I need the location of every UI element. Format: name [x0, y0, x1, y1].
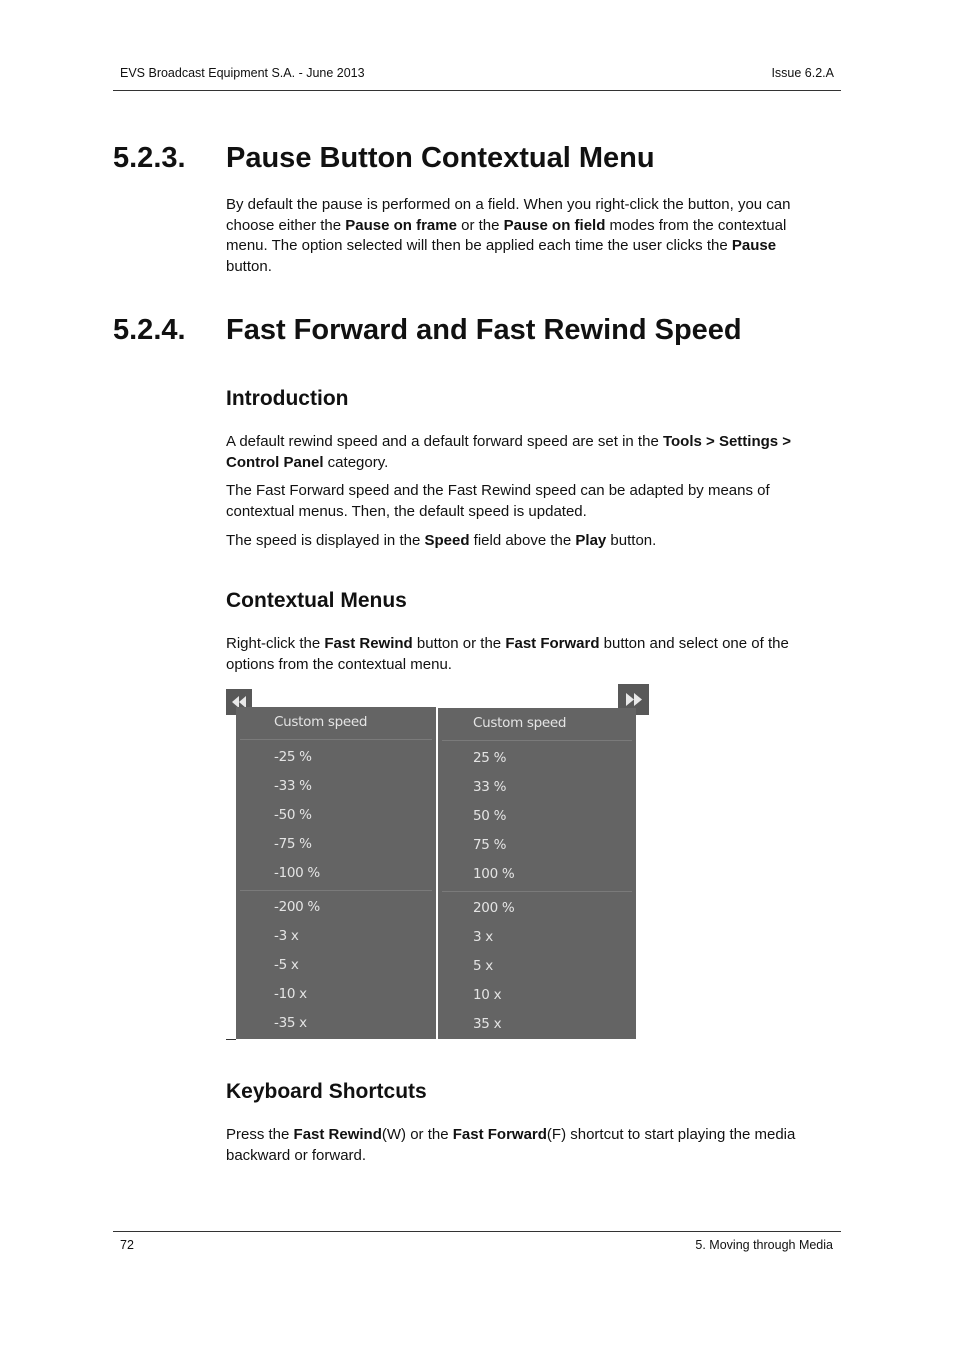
menu-item-speed[interactable]: 33 % [473, 779, 507, 795]
menu-item-speed[interactable]: -200 % [274, 899, 320, 915]
section-title-523: Pause Button Contextual Menu [226, 142, 655, 174]
menu-item-speed[interactable]: 25 % [473, 750, 507, 766]
contextual-menus-paragraph: Right-click the Fast Rewind button or the Fast Forward button and select one of the options from the contextual menu. [226, 635, 789, 673]
speed-menus-figure [226, 684, 650, 1042]
menu-item-custom-speed[interactable]: Custom speed [473, 715, 567, 731]
menu-item-speed[interactable]: -50 % [274, 807, 312, 823]
keyboard-shortcuts-heading: Keyboard Shortcuts [226, 1080, 427, 1103]
menu-item-speed[interactable]: 5 x [473, 958, 493, 974]
menu-item-speed[interactable]: 3 x [473, 929, 493, 945]
intro-paragraph-1: A default rewind speed and a default forward speed are set in the Tools > Settings > Control Panel category. [226, 433, 792, 471]
menu-item-speed[interactable]: -35 x [274, 1015, 307, 1031]
menu-item-speed[interactable]: 50 % [473, 808, 507, 824]
menu-item-speed[interactable]: 10 x [473, 987, 502, 1003]
menu-item-speed[interactable]: -25 % [274, 749, 312, 765]
menu-separator [442, 740, 632, 741]
menu-item-speed[interactable]: 100 % [473, 866, 515, 882]
header-company-date: EVS Broadcast Equipment S.A. - June 2013 [120, 66, 365, 80]
menu-item-speed[interactable]: -75 % [274, 836, 312, 852]
intro-paragraph-3: The speed is displayed in the Speed field above the Play button. [226, 532, 657, 549]
header-rule [113, 90, 841, 91]
menu-separator [442, 891, 632, 892]
menu-separator [240, 890, 432, 891]
contextual-menus-heading: Contextual Menus [226, 589, 407, 612]
footer-chapter: 5. Moving through Media [695, 1238, 833, 1252]
menu-item-speed[interactable]: 200 % [473, 900, 515, 916]
menu-separator [240, 739, 432, 740]
footer-rule [113, 1231, 841, 1232]
section-title-524: Fast Forward and Fast Rewind Speed [226, 314, 742, 346]
header-issue: Issue 6.2.A [771, 66, 834, 80]
intro-paragraph-2: The Fast Forward speed and the Fast Rewind speed can be adapted by means of contextual menus. Then, the default speed is updated. [226, 482, 770, 520]
menu-item-speed[interactable]: -33 % [274, 778, 312, 794]
menu-item-custom-speed[interactable]: Custom speed [274, 714, 368, 730]
rewind-speed-menu [236, 707, 436, 1039]
figure-baseline [226, 1039, 236, 1040]
menu-item-speed[interactable]: -3 x [274, 928, 299, 944]
menu-item-speed[interactable]: -5 x [274, 957, 299, 973]
introduction-heading: Introduction [226, 387, 349, 410]
fast-forward-icon [625, 693, 643, 706]
menu-item-speed[interactable]: -100 % [274, 865, 320, 881]
keyboard-shortcuts-paragraph: Press the Fast Rewind(W) or the Fast Forward(F) shortcut to start playing the media backward or forward. [226, 1126, 796, 1164]
page-number: 72 [120, 1238, 134, 1252]
menu-item-speed[interactable]: 35 x [473, 1016, 502, 1032]
menu-item-speed[interactable]: -10 x [274, 986, 307, 1002]
menu-item-speed[interactable]: 75 % [473, 837, 507, 853]
pause-paragraph: By default the pause is performed on a field. When you right-click the button, you can choose either the Pause on frame or the Pause on field modes from the contextual menu. The option selected will then be applied each time the user clicks the Pause button. [226, 196, 791, 275]
section-number-524: 5.2.4. [113, 314, 186, 346]
section-number-523: 5.2.3. [113, 142, 186, 174]
forward-speed-menu [438, 708, 636, 1039]
